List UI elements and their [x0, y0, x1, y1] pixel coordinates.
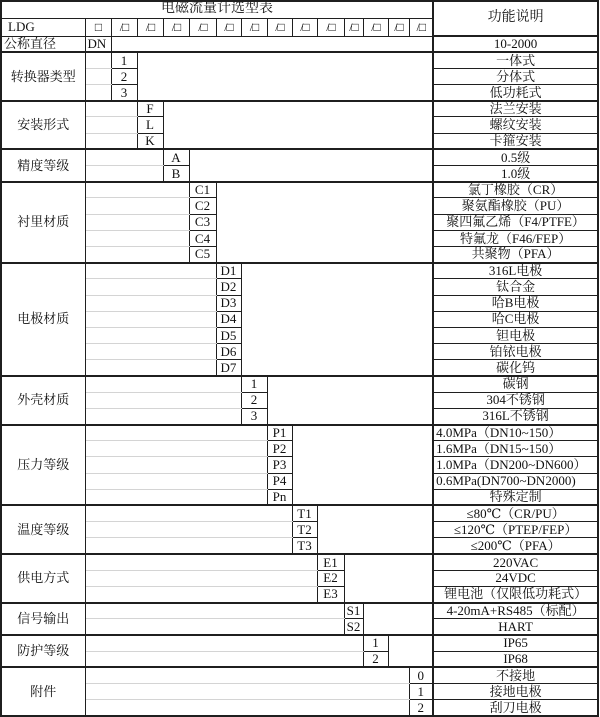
option-desc-cell: 1.0级: [433, 166, 598, 182]
empty-grid-cell: [85, 214, 189, 230]
option-desc-cell: 分体式: [433, 68, 598, 84]
group-name-cell: 公称直径: [1, 36, 85, 52]
option-desc-cell: ≤120℃（PTEP/FEP）: [433, 522, 598, 538]
option-desc-cell: ≤80℃（CR/PU）: [433, 505, 598, 521]
empty-grid-cell: [85, 425, 267, 441]
option-code-cell: C2: [189, 198, 216, 214]
group-name-cell: 安装形式: [1, 101, 85, 150]
empty-grid-cell: [85, 230, 189, 246]
option-code-cell: B: [163, 166, 189, 182]
option-code-cell: 3: [241, 408, 267, 424]
empty-grid-cell: [85, 344, 216, 360]
model-box-first: □: [85, 18, 111, 36]
option-code-cell: T3: [292, 538, 317, 554]
empty-region-cell: [363, 603, 433, 635]
group-name-cell: 精度等级: [1, 149, 85, 181]
option-code-cell: E1: [317, 554, 344, 570]
empty-grid-cell: [85, 52, 111, 68]
group-name-cell: 外壳材质: [1, 376, 85, 425]
option-desc-cell: 0.6MPa(DN700~DN2000): [433, 473, 598, 489]
empty-region-cell: [111, 36, 433, 52]
option-desc-cell: HART: [433, 619, 598, 635]
option-code-cell: 1: [241, 376, 267, 392]
option-code-cell: T2: [292, 522, 317, 538]
empty-grid-cell: [85, 635, 363, 651]
option-code-cell: C1: [189, 182, 216, 198]
option-code-cell: P4: [267, 473, 292, 489]
option-code-cell: D1: [216, 263, 241, 279]
option-desc-cell: 螺纹安装: [433, 117, 598, 133]
empty-grid-cell: [85, 489, 267, 505]
empty-region-cell: [267, 376, 433, 425]
empty-grid-cell: [85, 133, 137, 149]
option-desc-cell: 220VAC: [433, 554, 598, 570]
empty-grid-cell: [85, 684, 409, 700]
option-code-cell: 1: [409, 684, 433, 700]
empty-grid-cell: [85, 586, 317, 602]
option-code-cell: C5: [189, 246, 216, 262]
option-code-cell: L: [137, 117, 163, 133]
empty-grid-cell: [85, 182, 189, 198]
option-desc-cell: 碳化钨: [433, 360, 598, 376]
empty-grid-cell: [85, 603, 344, 619]
option-desc-cell: 铂铱电极: [433, 344, 598, 360]
option-desc-cell: IP65: [433, 635, 598, 651]
empty-grid-cell: [85, 619, 344, 635]
option-code-cell: P1: [267, 425, 292, 441]
empty-grid-cell: [85, 554, 317, 570]
option-desc-cell: 4-20mA+RS485（标配）: [433, 603, 598, 619]
option-desc-cell: 特殊定制: [433, 489, 598, 505]
option-code-cell: 1: [111, 52, 137, 68]
option-code-cell: Pn: [267, 489, 292, 505]
empty-grid-cell: [85, 101, 137, 117]
option-desc-cell: 钛合金: [433, 279, 598, 295]
empty-region-cell: [163, 101, 433, 150]
option-desc-cell: 一体式: [433, 52, 598, 68]
option-code-cell: D7: [216, 360, 241, 376]
group-name-cell: 电极材质: [1, 263, 85, 376]
model-box-slot: /□: [388, 18, 409, 36]
empty-grid-cell: [85, 651, 363, 667]
option-code-cell: DN: [85, 36, 111, 52]
option-desc-cell: ≤200℃（PFA）: [433, 538, 598, 554]
empty-grid-cell: [85, 149, 163, 165]
model-box-slot: /□: [216, 18, 241, 36]
option-desc-cell: 316L电极: [433, 263, 598, 279]
group-name-cell: 压力等级: [1, 425, 85, 506]
empty-grid-cell: [85, 327, 216, 343]
function-column-header: 功能说明: [433, 1, 598, 36]
model-box-slot: /□: [409, 18, 433, 36]
option-code-cell: C4: [189, 230, 216, 246]
empty-grid-cell: [85, 85, 111, 101]
option-code-cell: 0: [409, 667, 433, 683]
empty-grid-cell: [85, 198, 189, 214]
option-desc-cell: 刮刀电极: [433, 700, 598, 716]
model-box-slot: /□: [137, 18, 163, 36]
empty-grid-cell: [85, 246, 189, 262]
option-desc-cell: 钽电极: [433, 327, 598, 343]
option-code-cell: D4: [216, 311, 241, 327]
empty-region-cell: [344, 554, 433, 603]
empty-region-cell: [241, 263, 433, 376]
table-title: 电磁流量计选型表: [1, 1, 433, 18]
option-desc-cell: 法兰安装: [433, 101, 598, 117]
empty-grid-cell: [85, 376, 241, 392]
empty-region-cell: [317, 505, 433, 554]
option-desc-cell: 接地电极: [433, 684, 598, 700]
option-code-cell: 3: [111, 85, 137, 101]
model-box-slot: /□: [292, 18, 317, 36]
option-desc-cell: 哈C电极: [433, 311, 598, 327]
option-desc-cell: 低功耗式: [433, 85, 598, 101]
option-desc-cell: 氯丁橡胶（CR）: [433, 182, 598, 198]
option-code-cell: D5: [216, 327, 241, 343]
option-code-cell: D6: [216, 344, 241, 360]
option-desc-cell: 碳钢: [433, 376, 598, 392]
option-code-cell: E2: [317, 570, 344, 586]
empty-region-cell: [292, 425, 433, 506]
empty-grid-cell: [85, 68, 111, 84]
empty-grid-cell: [85, 166, 163, 182]
model-box-slot: /□: [241, 18, 267, 36]
option-code-cell: A: [163, 149, 189, 165]
option-desc-cell: 24VDC: [433, 570, 598, 586]
group-name-cell: 转换器类型: [1, 52, 85, 101]
empty-grid-cell: [85, 392, 241, 408]
option-code-cell: E3: [317, 586, 344, 602]
group-name-cell: 防护等级: [1, 635, 85, 667]
option-desc-cell: 0.5级: [433, 149, 598, 165]
option-code-cell: S1: [344, 603, 363, 619]
empty-grid-cell: [85, 279, 216, 295]
option-code-cell: T1: [292, 505, 317, 521]
model-box-slot: /□: [163, 18, 189, 36]
empty-region-cell: [137, 52, 433, 101]
empty-grid-cell: [85, 667, 409, 683]
option-desc-cell: 锂电池（仅限低功耗式）: [433, 586, 598, 602]
option-desc-cell: 不接地: [433, 667, 598, 683]
empty-grid-cell: [85, 522, 292, 538]
option-desc-cell: IP68: [433, 651, 598, 667]
model-box-slot: /□: [344, 18, 363, 36]
group-name-cell: 附件: [1, 667, 85, 716]
empty-grid-cell: [85, 295, 216, 311]
group-name-cell: 温度等级: [1, 505, 85, 554]
model-prefix: LDG: [1, 18, 85, 36]
empty-grid-cell: [85, 408, 241, 424]
option-desc-cell: 304不锈钢: [433, 392, 598, 408]
empty-grid-cell: [85, 117, 137, 133]
empty-grid-cell: [85, 457, 267, 473]
empty-grid-cell: [85, 538, 292, 554]
option-desc-cell: 聚四氟乙烯（F4/PTFE）: [433, 214, 598, 230]
option-code-cell: F: [137, 101, 163, 117]
option-code-cell: 2: [111, 68, 137, 84]
model-box-slot: /□: [363, 18, 388, 36]
option-code-cell: S2: [344, 619, 363, 635]
model-box-slot: /□: [317, 18, 344, 36]
empty-grid-cell: [85, 505, 292, 521]
option-desc-cell: 特氟龙（F46/FEP）: [433, 230, 598, 246]
option-code-cell: D3: [216, 295, 241, 311]
option-desc-cell: 316L不锈钢: [433, 408, 598, 424]
option-desc-cell: 聚氨酯橡胶（PU）: [433, 198, 598, 214]
option-desc-cell: 哈B电极: [433, 295, 598, 311]
option-desc-cell: 4.0MPa（DN10~150）: [433, 425, 598, 441]
group-name-cell: 供电方式: [1, 554, 85, 603]
option-code-cell: P2: [267, 441, 292, 457]
option-code-cell: C3: [189, 214, 216, 230]
option-code-cell: 2: [363, 651, 388, 667]
empty-grid-cell: [85, 360, 216, 376]
empty-grid-cell: [85, 700, 409, 716]
option-code-cell: 2: [409, 700, 433, 716]
empty-region-cell: [189, 149, 433, 181]
option-code-cell: P3: [267, 457, 292, 473]
option-desc-cell: 共聚物（PFA）: [433, 246, 598, 262]
empty-grid-cell: [85, 441, 267, 457]
option-code-cell: K: [137, 133, 163, 149]
model-box-slot: /□: [111, 18, 137, 36]
model-box-slot: /□: [267, 18, 292, 36]
model-box-slot: /□: [189, 18, 216, 36]
empty-grid-cell: [85, 311, 216, 327]
option-desc-cell: 卡箍安装: [433, 133, 598, 149]
empty-grid-cell: [85, 263, 216, 279]
option-code-cell: 1: [363, 635, 388, 651]
option-desc-cell: 1.6MPa（DN15~150）: [433, 441, 598, 457]
option-desc-cell: 10-2000: [433, 36, 598, 52]
group-name-cell: 信号输出: [1, 603, 85, 635]
option-desc-cell: 1.0MPa（DN200~DN600）: [433, 457, 598, 473]
empty-region-cell: [388, 635, 433, 667]
empty-grid-cell: [85, 570, 317, 586]
option-code-cell: D2: [216, 279, 241, 295]
group-name-cell: 衬里材质: [1, 182, 85, 263]
option-code-cell: 2: [241, 392, 267, 408]
empty-grid-cell: [85, 473, 267, 489]
empty-region-cell: [216, 182, 433, 263]
